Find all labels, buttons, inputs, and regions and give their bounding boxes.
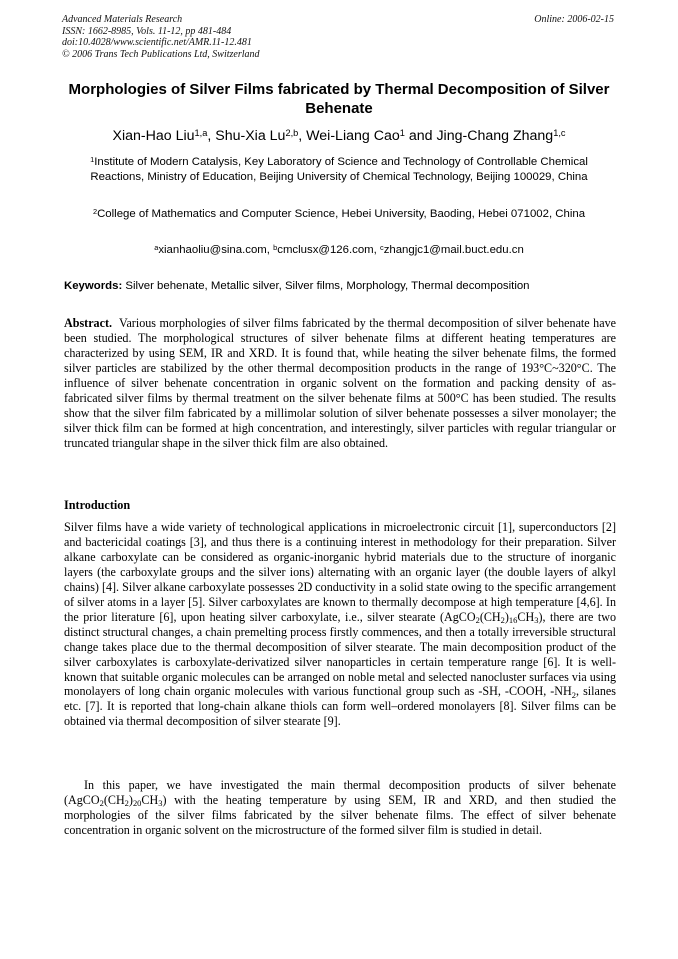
author-separator: ,: [298, 128, 307, 144]
email-separator: ,: [266, 244, 274, 256]
text-run: CH: [517, 609, 535, 624]
author-separator: and: [404, 128, 437, 144]
subscript: 2: [124, 798, 129, 809]
text-run: ) with the heating temperature by using SEM, IR and XRD, and then studied the morphologies of the silver films fabricated by the silver behenate films. The effect of silver behenate concentration in organic solvent on the microstructure of the formed silver film is studied in detail.: [64, 792, 616, 837]
text-run: CH: [141, 792, 159, 807]
online-date: Online: 2006-02-15: [534, 14, 614, 25]
affiliation-2: [64, 207, 614, 222]
email-mark: a: [154, 242, 159, 252]
subscript: 2: [500, 614, 505, 625]
email-address: zhangjc1@mail.buct.edu.cn: [383, 244, 524, 256]
doi-line: doi:10.4028/www.scientific.net/AMR.11-12.481: [62, 37, 252, 48]
email-address: xianhaoliu@sina.com: [158, 244, 267, 256]
author-list: [64, 127, 614, 145]
subscript: 2: [571, 689, 577, 700]
author-affil-mark: 1: [399, 127, 405, 138]
author-separator: ,: [207, 128, 216, 144]
copyright-line: © 2006 Trans Tech Publications Ltd, Switzerland: [62, 48, 260, 60]
text-run: (CH: [103, 792, 125, 807]
subscript: 3: [158, 798, 163, 809]
author-name: Shu-Xia Lu: [215, 128, 286, 144]
author-name: Wei-Liang Cao: [306, 128, 400, 144]
affiliation-text: Institute of Modern Catalysis, Key Laboratory of Science and Technology of Controllable Chemical Reactions, Ministry of Education, Beijing University of Chemical Technology, Beijing 100029, China: [90, 156, 588, 183]
email-mark: c: [379, 242, 384, 252]
journal-name: Advanced Materials Research: [62, 14, 183, 25]
affiliation-1: [64, 155, 614, 184]
text-run: ): [128, 792, 133, 807]
email-separator: ,: [373, 244, 380, 256]
keywords-text: Silver behenate, Metallic silver, Silver films, Morphology, Thermal decomposition: [125, 280, 530, 292]
journal-header: [62, 14, 260, 60]
section-heading: Introduction: [64, 498, 131, 512]
affiliation-mark: 2: [92, 206, 98, 216]
author-name: Jing-Chang Zhang: [436, 128, 554, 144]
abstract-text: Various morphologies of silver films fabricated by the thermal decomposition of silver behenate have been studied. The morphological structures of silver behenate films at different heating temperatures are characterized by using SEM, IR and XRD. It is found that, while heating the silver behenate films, the formed silver particles are stabilized by the other thermal decomposition products in the range of 193°C~320°C. The influence of silver behenate concentration in organic solvent on the formation and packing density of as-fabricated silver films by thermal treatment on the silver behenate films at 500°C has been studied. The results show that the silver film fabricated by a millimolar solution of silver behenate possesses a silver monolayer; the silver thick film can be formed at high concentration, and interestingly, silver particles with regular triangular or truncated triangular shape in the silver thick film are also obtained.: [64, 316, 616, 450]
email-mark: b: [273, 242, 278, 252]
abstract-label: Abstract.: [64, 316, 113, 330]
abstract: [64, 316, 616, 451]
subscript: 20: [132, 798, 142, 809]
intro-paragraph-1: [64, 520, 616, 729]
text-run: In this paper, we have investigated the main thermal decomposition products of silver behenate (AgCO: [64, 778, 616, 807]
text-run: ): [504, 609, 509, 624]
keywords-label: Keywords:: [64, 280, 123, 292]
email-address: cmclusx@126.com: [277, 244, 374, 256]
subscript: 16: [508, 614, 518, 625]
subscript: 2: [99, 798, 104, 809]
affiliation-text: College of Mathematics and Computer Science, Hebei University, Baoding, Hebei 071002, China: [97, 208, 586, 220]
keywords: [64, 279, 616, 294]
subscript: 2: [475, 614, 480, 625]
intro-paragraph-2: [64, 778, 616, 838]
issn-line: ISSN: 1662-8985, Vols. 11-12, pp 481-484: [62, 25, 232, 37]
subscript: 3: [534, 614, 539, 625]
email-list: [64, 243, 614, 258]
text-run: , silanes etc. [7]. It is reported that long-chain alkane thiols can form well–ordered monolayers [8]. Silver films can be obtained via thermal decomposition of silver stearate [9].: [64, 684, 616, 729]
text-run: ), there are two distinct structural changes, a chain premelting process firstly commences, and then a totally irreversible structural change takes place due to the thermal decomposition of silver stearate. The main decomposition product of the silver carboxylates is carboxylate-derivatized silver nanoparticles in certain temperature range [6]. It is well-known that suitable organic molecules can be arranged on noble metal and selected nanocluster surfaces via using monolayers of long chain organic molecules with various functional group such as -SH, -COOH, -NH: [64, 609, 616, 699]
affiliation-mark: 1: [90, 154, 95, 164]
author-affil-mark: 2,b: [285, 127, 299, 138]
author-affil-mark: 1,c: [553, 127, 566, 138]
text-run: (CH: [479, 609, 501, 624]
text-run: Silver films have a wide variety of technological applications in microelectronic circuit [1], superconductors [2] and bactericidal coatings [3], and thus there is a continuing interest in methodology for their preparation. Silver alkane carboxylate can be considered as organic-inorganic hybrid materials due to the structure of inorganic layers (the carboxylate groups and the silver ions) alternating with an organic layer (the double layers of alkyl chains) [4]. Silver alkane carboxylate possesses 2D conductivity in a solid state owing to the specific arrangement of silver atoms in a layer [5]. Silver carboxylates are known to thermally decompose at high temperature [4,6]. In the prior literature [6], upon heating silver carboxylate, i.e., silver stearate (AgCO: [64, 520, 616, 624]
author-name: Xian-Hao Liu: [112, 128, 195, 144]
author-affil-mark: 1,a: [194, 127, 208, 138]
paper-title: Morphologies of Silver Films fabricated by Thermal Decomposition of Silver Behenate: [68, 81, 610, 117]
